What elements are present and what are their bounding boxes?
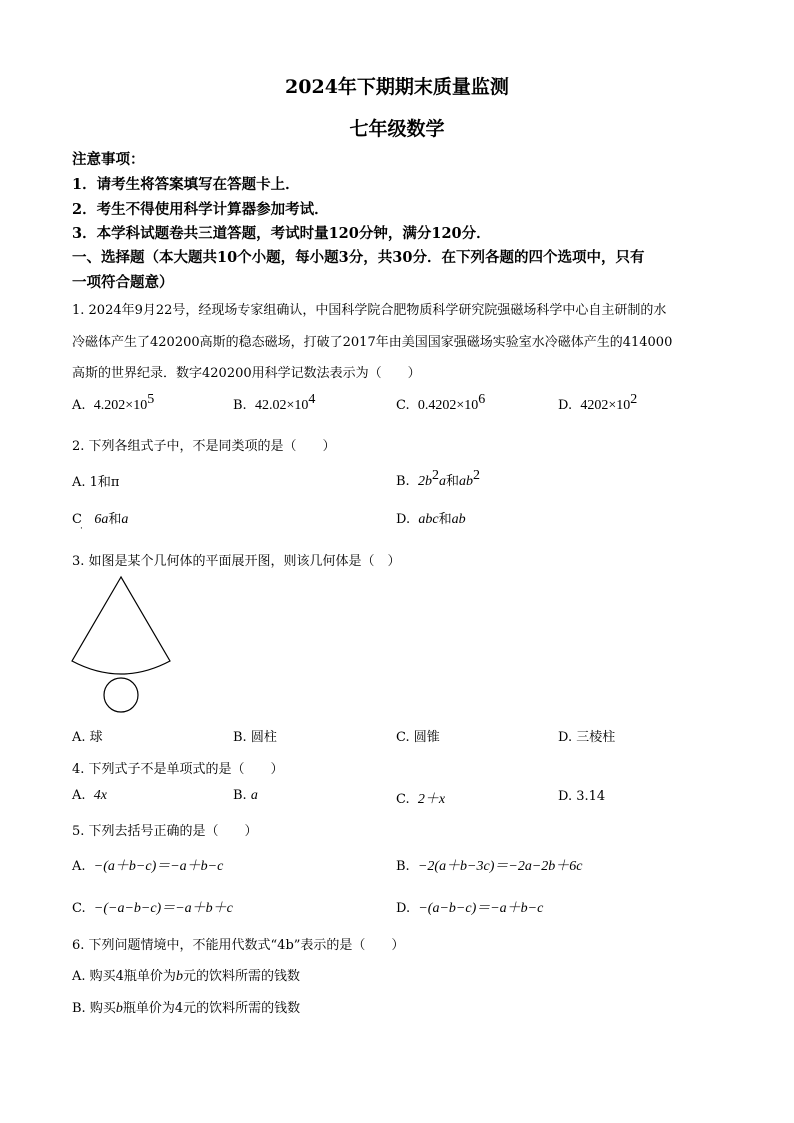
q5-option-b [396, 855, 583, 875]
q5-stem: 5. 下列去括号正确的是（ ） [72, 824, 258, 839]
connector-text: 和 [438, 512, 452, 527]
option-label: B. [396, 859, 410, 874]
math-term: ab [451, 512, 466, 527]
connector-text: 和 [445, 474, 459, 489]
option-text: B. 购买 [72, 1001, 116, 1016]
option-label: B. [396, 474, 410, 489]
option-value: 0.4202×10 [417, 398, 479, 413]
q1-line2: 冷磁体产生了420200高斯的稳态磁场，打破了2017年由美国国家强磁场实验室水冷磁体产生的414000 [72, 335, 673, 350]
option-label: A. [72, 788, 86, 803]
math-term: 2＋x [417, 792, 446, 807]
q6-stem: 6. 下列问题情境中，不能用代数式“4b”表示的是（ ） [72, 938, 405, 953]
q4-option-c [396, 788, 445, 808]
q2-option-b [396, 470, 480, 490]
option-label: C. [396, 398, 410, 413]
math-term: b [115, 1001, 123, 1016]
q3-option-d: D. 三棱柱 [558, 730, 616, 745]
q2-stem: 2. 下列各组式子中，不是同类项的是（ ） [72, 439, 336, 454]
option-text: 元的饮料所需的钱数 [182, 969, 300, 984]
cone-net-figure [64, 572, 184, 722]
q3-stem: 3. 如图是某个几何体的平面展开图，则该几何体是（ ） [72, 554, 401, 569]
math-term: 2b [417, 474, 432, 489]
q5-option-a [72, 855, 223, 875]
math-expression: −2(a＋b−3c)＝−2a−2b＋6c [417, 859, 583, 874]
q5-option-c [72, 897, 233, 917]
option-label: C. [72, 901, 86, 916]
option-value: 4202×10 [580, 398, 631, 413]
cone-sector-shape [72, 577, 170, 674]
q1-option-d [558, 392, 638, 414]
q6-option-a [72, 965, 300, 985]
cone-base-circle [104, 678, 138, 712]
q2-option-d [396, 508, 466, 528]
math-term: a [250, 788, 258, 803]
option-label: D. [558, 398, 573, 413]
math-term: ab [458, 474, 473, 489]
option-text: A. 购买4瓶单价为 [72, 969, 176, 984]
q1-option-a [72, 392, 155, 414]
note-item-2: 2．考生不得使用科学计算器参加考试． [72, 201, 329, 218]
note-item-1: 1．请考生将答案填写在答题卡上． [72, 176, 300, 193]
option-exponent: 5 [147, 392, 155, 407]
q5-option-d [396, 897, 543, 917]
math-expression: −(a＋b−c)＝−a＋b−c [93, 859, 224, 874]
option-exponent: 2 [630, 392, 638, 407]
math-exponent: 2 [431, 468, 439, 483]
q3-option-b: B. 圆柱 [233, 730, 277, 745]
q2-option-a: A. 1和π [72, 475, 120, 490]
q3-option-c: C. 圆锥 [396, 730, 440, 745]
math-term: a [438, 474, 446, 489]
q1-line1: 1. 2024年9月22号，经现场专家组确认，中国科学院合肥物质科学研究院强磁场科学中心自主研制的水 [72, 303, 667, 318]
option-label: C [72, 512, 82, 527]
math-term: 6a [94, 512, 109, 527]
q4-option-b [233, 788, 258, 804]
option-label: C. [396, 792, 410, 807]
q6-option-b [72, 997, 300, 1017]
option-label: A. [72, 859, 86, 874]
option-exponent: 4 [308, 392, 316, 407]
option-label: B. [233, 398, 247, 413]
notes-heading: 注意事项： [72, 151, 145, 168]
exam-title: 2024年下期期末质量监测 [285, 76, 509, 98]
exam-subtitle: 七年级数学 [349, 118, 445, 140]
option-label: D. [396, 512, 411, 527]
q4-option-a [72, 788, 107, 804]
math-expression: −(a−b−c)＝−a＋b−c [418, 901, 544, 916]
q1-line3: 高斯的世界纪录．数字420200用科学记数法表示为（ ） [72, 366, 421, 381]
option-text: 瓶单价为4元的饮料所需的钱数 [122, 1001, 301, 1016]
math-term: a [121, 512, 129, 527]
q4-stem: 4. 下列式子不是单项式的是（ ） [72, 762, 284, 777]
option-label: A. [72, 398, 86, 413]
math-term: b [175, 969, 183, 984]
note-item-3: 3．本学科试题卷共三道答题，考试时量120分钟，满分120分． [72, 225, 491, 242]
q4-option-d: D. 3.14 [558, 789, 606, 804]
math-term: abc [418, 512, 439, 527]
option-label: B. [233, 788, 247, 803]
option-label: D. [396, 901, 411, 916]
option-exponent: 6 [478, 392, 486, 407]
section-heading-line1: 一、选择题（本大题共10个小题，每小题3分，共30分．在下列各题的四个选项中，只有 [72, 249, 645, 266]
option-value: 4.202×10 [93, 398, 148, 413]
math-term: 4x [93, 788, 108, 803]
section-heading-line2: 一项符合题意） [72, 274, 174, 291]
q1-option-c [396, 392, 486, 414]
option-value: 42.02×10 [254, 398, 309, 413]
math-exponent: 2 [472, 468, 480, 483]
connector-text: 和 [108, 512, 122, 527]
q1-option-b [233, 392, 316, 414]
math-expression: −(−a−b−c)＝−a＋b＋c [93, 901, 233, 916]
q3-option-a: A. 球 [72, 730, 103, 745]
stray-dot: · [80, 524, 83, 534]
